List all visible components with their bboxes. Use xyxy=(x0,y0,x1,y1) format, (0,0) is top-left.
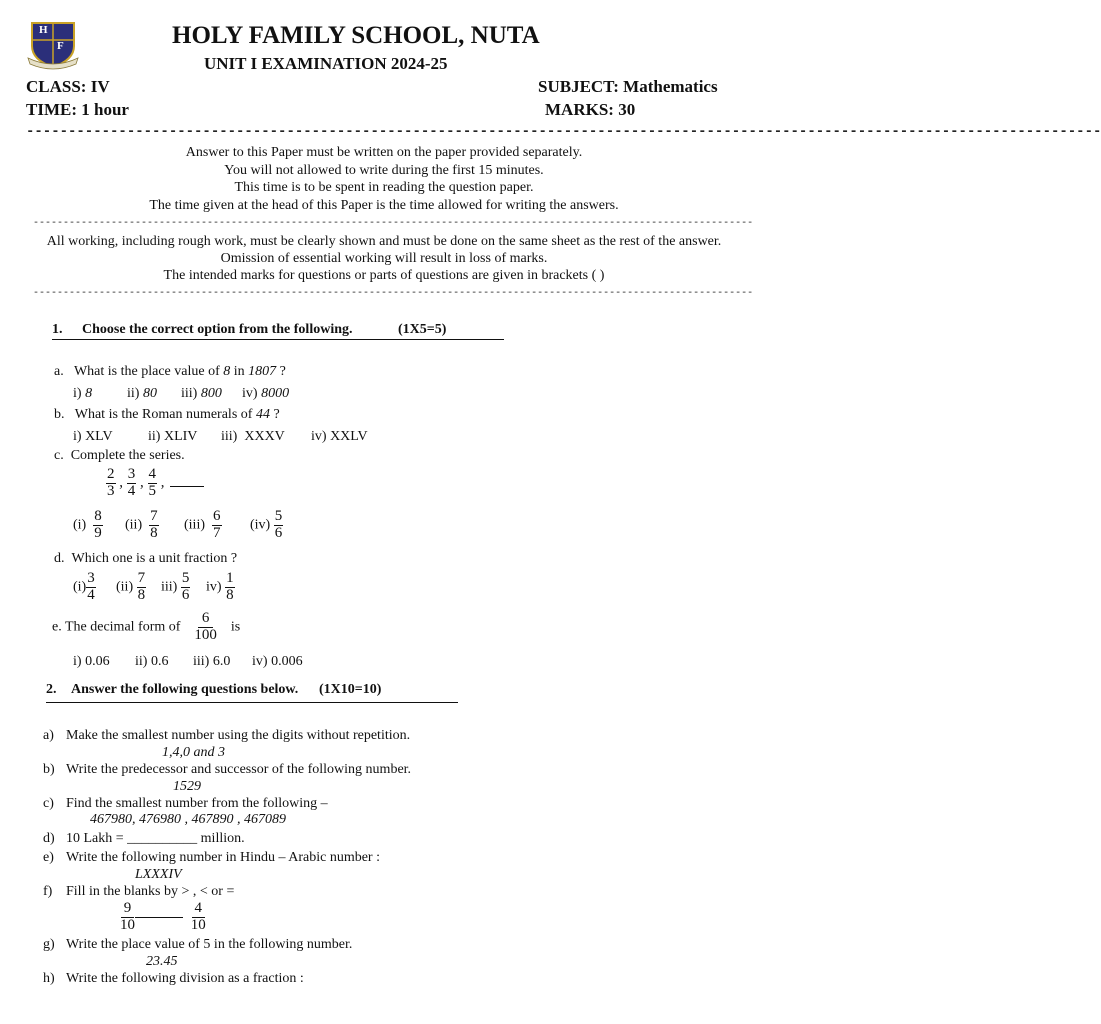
q1c-option-3: (iii) $\frac{6}{7}$ xyxy=(184,508,221,541)
marks-label: MARKS: 30 xyxy=(545,100,636,119)
q1-underline xyxy=(52,339,504,340)
class-label: CLASS: IV xyxy=(26,77,110,96)
q1-marks: (1X5=5) xyxy=(398,322,447,337)
instruction-6: Omission of essential working will result in loss of marks. xyxy=(220,251,548,266)
q2a-label: a) xyxy=(43,728,54,743)
school-name: HOLY FAMILY SCHOOL, NUTA xyxy=(172,22,540,49)
q2g-label: g) xyxy=(43,937,55,952)
q1a-label: a. xyxy=(54,364,64,379)
q2-underline xyxy=(46,702,458,703)
divider-2: ------------------------------------------------------------------------------------------------------------------------ xyxy=(33,218,754,229)
q1b-option-2: ii) XLIV xyxy=(148,429,198,444)
logo-letter-h: H xyxy=(39,24,48,36)
q2b-sub: 1529 xyxy=(173,779,201,794)
q2f-blank xyxy=(135,917,183,918)
q2h-text: Write the following division as a fraction : xyxy=(66,971,304,986)
q1c-option-2: (ii) $\frac{7}{8}$ xyxy=(125,508,158,541)
q1e-question: e. The decimal form of $\frac{6}{100}$ is xyxy=(52,610,241,643)
divider-1: -------------------------------------------------------------------------------------------------------------------------------- xyxy=(26,124,1101,140)
q2c-text: Find the smallest number from the following – xyxy=(66,796,328,811)
q2h-label: h) xyxy=(43,971,55,986)
q1c-series: $\frac{2}{3}$ , $\frac{3}{4}$ , $\frac{4}{5}$ , xyxy=(106,467,204,500)
q1a-question: a. What is the place value of 8 in 1807 ? xyxy=(54,364,286,379)
divider-3: ------------------------------------------------------------------------------------------------------------------------ xyxy=(33,288,754,299)
instruction-4: The time given at the head of this Paper is the time allowed for writing the answers. xyxy=(149,198,619,213)
q1d-option-4: iv) $\frac{1}{8}$ xyxy=(206,570,234,603)
logo-letter-f: F xyxy=(57,40,64,52)
q2f-label: f) xyxy=(43,884,53,899)
q2d-text: 10 Lakh = __________ million. xyxy=(66,831,245,846)
time-label: TIME: 1 hour xyxy=(26,100,129,119)
q1a-option-4: iv) 8000 xyxy=(242,386,290,401)
q1b-option-4: iv) XXLV xyxy=(311,429,368,444)
q2-number: 2. xyxy=(46,682,57,697)
series-fraction: $\frac{2}{3}$ xyxy=(107,466,115,499)
school-crest-icon xyxy=(26,20,80,70)
q2d-label: d) xyxy=(43,831,55,846)
q1-number: 1. xyxy=(52,322,63,337)
q1d-option-3: iii) $\frac{5}{6}$ xyxy=(161,570,190,603)
q2a-text: Make the smallest number using the digits without repetition. xyxy=(66,728,411,743)
series-fraction: $\frac{3}{4}$ xyxy=(127,466,136,499)
instruction-2: You will not allowed to write during the first 15 minutes. xyxy=(224,163,544,178)
q2g-text: Write the place value of 5 in the following number. xyxy=(66,937,353,952)
q2e-label: e) xyxy=(43,850,54,865)
q1a-option-2: ii) 80 xyxy=(127,386,157,401)
series-blank xyxy=(170,486,204,487)
q2c-label: c) xyxy=(43,796,54,811)
q2f-text: Fill in the blanks by > , < or = xyxy=(66,884,235,899)
q1c-option-4: (iv) $\frac{5}{6}$ xyxy=(250,508,283,541)
q1e-option-2: ii) 0.6 xyxy=(135,654,169,669)
q1d-option-1: (i) $\frac{3}{4}$ xyxy=(73,570,95,603)
q2d-blank: __________ xyxy=(127,831,198,846)
q1c-question: c. Complete the series. xyxy=(54,448,185,463)
q1d-question: d. Which one is a unit fraction ? xyxy=(54,551,238,566)
series-fraction: $\frac{4}{5}$ xyxy=(148,466,156,499)
q2e-sub: LXXXIV xyxy=(135,867,182,882)
q1e-option-4: iv) 0.006 xyxy=(252,654,303,669)
q1b-option-3: iii) XXXV xyxy=(221,429,285,444)
exam-title: UNIT I EXAMINATION 2024-25 xyxy=(204,54,448,73)
school-logo xyxy=(26,20,80,70)
q2f-fractions: $\frac{9}{10}$ $\frac{4}{10}$ xyxy=(120,900,206,933)
q1-title: Choose the correct option from the following. xyxy=(82,322,353,337)
q2g-sub: 23.45 xyxy=(146,954,178,969)
q2b-label: b) xyxy=(43,762,55,777)
q1e-option-3: iii) 6.0 xyxy=(193,654,231,669)
instruction-7: The intended marks for questions or parts of questions are given in brackets ( ) xyxy=(163,268,605,283)
q1a-option-3: iii) 800 xyxy=(181,386,222,401)
q1e-option-1: i) 0.06 xyxy=(73,654,110,669)
q1a-option-1: i) 8 xyxy=(73,386,93,401)
q2a-sub: 1,4,0 and 3 xyxy=(162,745,225,760)
q2-marks: (1X10=10) xyxy=(319,682,382,697)
subject-label: SUBJECT: Mathematics xyxy=(538,77,718,96)
q2b-text: Write the predecessor and successor of the following number. xyxy=(66,762,412,777)
q1c-option-1: (i) $\frac{8}{9}$ xyxy=(73,508,102,541)
q1d-option-2: (ii) $\frac{7}{8}$ xyxy=(116,570,146,603)
q2e-text: Write the following number in Hindu – Arabic number : xyxy=(66,850,380,865)
q1b-option-1: i) XLV xyxy=(73,429,113,444)
q2-title: Answer the following questions below. xyxy=(71,682,299,697)
instruction-5: All working, including rough work, must be clearly shown and must be done on the same sheet as the rest of the answer. xyxy=(46,234,722,249)
q2c-sub: 467980, 476980 , 467890 , 467089 xyxy=(90,812,286,827)
q1b-question: b. What is the Roman numerals of 44 ? xyxy=(54,407,280,422)
instruction-3: This time is to be spent in reading the question paper. xyxy=(234,180,534,195)
instruction-1: Answer to this Paper must be written on the paper provided separately. xyxy=(185,145,583,160)
